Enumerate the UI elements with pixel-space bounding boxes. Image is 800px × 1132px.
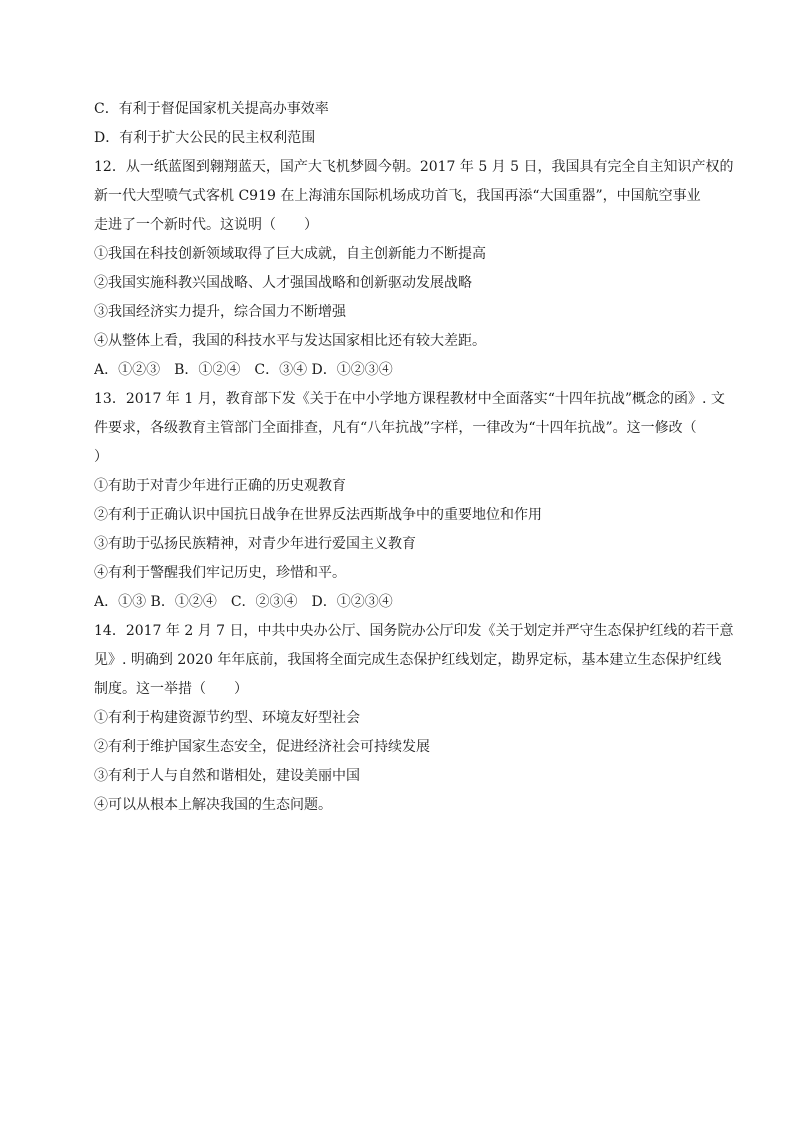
question-13-stem-line: ） (94, 449, 108, 465)
question-14-stem-line: 见》. 明确到 2020 年年底前，我国将全面完成生态保护红线划定，勘界定标，基本建立生态保护红线 (94, 652, 722, 668)
answer-choices: A．①③ B．①②④ C．②③④ D．①②③④ (94, 594, 393, 610)
statement-2: ②有利于维护国家生态安全，促进经济社会可持续发展 (94, 739, 430, 755)
answer-choices: A．①②③ B．①②④ C．③④ D．①②③④ (94, 362, 393, 378)
statement-3: ③有利于人与自然和谐相处，建设美丽中国 (94, 768, 360, 784)
statement-4: ④从整体上看，我国的科技水平与发达国家相比还有较大差距。 (94, 333, 486, 349)
statement-1: ①我国在科技创新领域取得了巨大成就，自主创新能力不断提高 (94, 246, 486, 262)
question-13-stem-line: 13．2017 年 1 月，教育部下发《关于在中小学地方课程教材中全面落实“十四年抗战”概念的函》. 文 (94, 391, 725, 407)
statement-1: ①有助于对青少年进行正确的历史观教育 (94, 478, 346, 494)
option-c: C．有利于督促国家机关提高办事效率 (94, 101, 329, 117)
question-14-stem-line: 14．2017 年 2 月 7 日，中共中央办公厅、国务院办公厅印发《关于划定并严守生态保护红线的若干意 (94, 623, 734, 639)
question-12-stem-line: 12．从一纸蓝图到翱翔蓝天，国产大飞机梦圆今朝。2017 年 5 月 5 日，我国具有完全自主知识产权的 (94, 159, 734, 175)
statement-1: ①有利于构建资源节约型、环境友好型社会 (94, 710, 360, 726)
question-13-stem-line: 件要求，各级教育主管部门全面排查，凡有“八年抗战”字样，一律改为“十四年抗战”。这一修改（ (94, 420, 697, 436)
statement-2: ②我国实施科教兴国战略、人才强国战略和创新驱动发展战略 (94, 275, 472, 291)
question-12 (94, 153, 734, 385)
statement-3: ③有助于弘扬民族精神，对青少年进行爱国主义教育 (94, 536, 416, 552)
statement-2: ②有利于正确认识中国抗日战争在世界反法西斯战争中的重要地位和作用 (94, 507, 542, 523)
question-13 (94, 385, 725, 617)
question-14-stem-line: 制度。这一举措（ ） (94, 681, 248, 697)
option-d: D．有利于扩大公民的民主权利范围 (94, 130, 316, 146)
exam-page (94, 95, 734, 820)
question-14 (94, 617, 734, 820)
question-12-stem-line: 走进了一个新时代。这说明（ ） (94, 217, 318, 233)
statement-3: ③我国经济实力提升，综合国力不断增强 (94, 304, 346, 320)
question-12-stem-line: 新一代大型喷气式客机 C919 在上海浦东国际机场成功首飞，我国再添“大国重器”，中国航空事业 (94, 188, 701, 204)
previous-question-options (94, 95, 714, 153)
statement-4: ④有利于警醒我们牢记历史，珍惜和平。 (94, 565, 346, 581)
statement-4: ④可以从根本上解决我国的生态问题。 (94, 797, 332, 813)
